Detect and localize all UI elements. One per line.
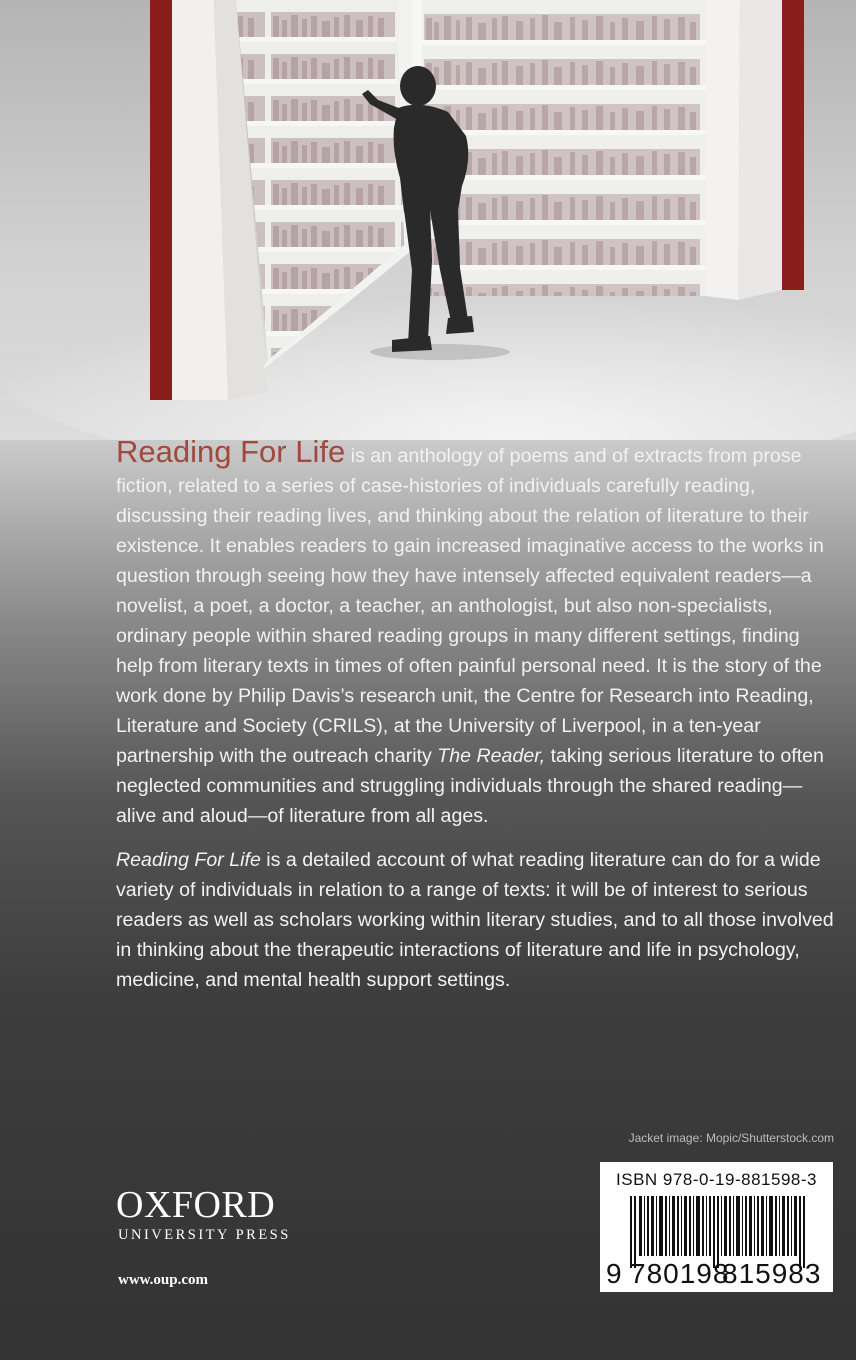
book-cover-right xyxy=(782,0,804,290)
description-text-2: is a detailed account of what reading literature can do for a wide variety of individuals in relation to a range of texts: it will be of interest to serious readers as well as scholars working within literary studies, and to all those involved in thinking about the therapeutic interactions of literature and life in psychology, medicine, and mental health support settings. xyxy=(116,849,834,991)
book-description xyxy=(116,434,836,995)
description-paragraph-2 xyxy=(116,845,836,995)
book-title-lead: Reading For Life xyxy=(116,434,346,469)
publisher-subtitle: UNIVERSITY PRESS xyxy=(118,1227,291,1243)
publisher-website: www.oup.com xyxy=(118,1272,209,1288)
isbn-barcode xyxy=(600,1162,833,1292)
description-text: is an anthology of poems and of extracts from prose fiction, related to a series of case-histories of individuals carefully reading, discussing their reading lives, and thinking about the relation of literature to their existence. It enables readers to gain increased imaginative access to the works in question through seeing how they have intensely affected equivalent readers—a novelist, a poet, a doctor, a teacher, an anthologist, but also non-specialists, ordinary people within shared reading groups in many different settings, finding help from literary texts in times of often painful personal need. It is the story of the work done by Philip Davis’s research unit, the Centre for Research into Reading, Literature and Society (CRILS), at the University of Liverpool, in a ten-year partnership with the outreach charity xyxy=(116,445,824,767)
barcode-lead-digit: 9 xyxy=(606,1258,623,1289)
description-text-end: taking serious literature to often neglected communities and struggling individuals through the shared reading—alive and aloud—of literature from all ages. xyxy=(116,745,824,827)
barcode-left-digits: 780198 xyxy=(630,1258,730,1289)
publisher-name: OXFORD xyxy=(116,1184,276,1226)
book-title-inline: Reading For Life xyxy=(116,849,261,871)
publisher-logo xyxy=(116,1183,291,1244)
jacket-image-credit: Jacket image: Mopic/Shutterstock.com xyxy=(628,1131,834,1145)
book-cover-left xyxy=(150,0,172,400)
isbn-label: ISBN 978-0-19-881598-3 xyxy=(616,1170,817,1189)
charity-name: The Reader, xyxy=(437,745,546,767)
barcode-digits xyxy=(606,1258,828,1290)
barcode-right-digits: 815983 xyxy=(722,1258,822,1289)
description-paragraph-1 xyxy=(116,434,836,831)
cover-illustration xyxy=(0,0,856,440)
